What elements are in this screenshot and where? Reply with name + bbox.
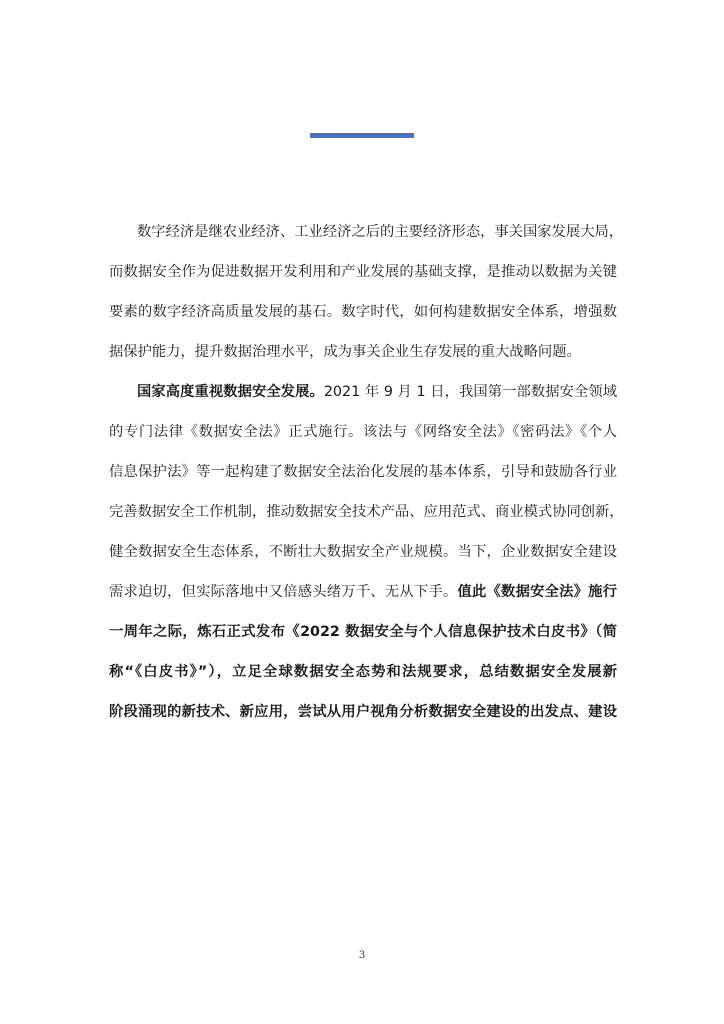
text-segment: 而数据安全作为促进数据开发利用和产业发展的基础支撑，是推动以数据为关键 bbox=[109, 264, 617, 280]
text-line bbox=[109, 300, 617, 324]
text-segment: 要素的数字经济高质量发展的基石。数字时代，如何构建数据安全体系，增强数 bbox=[109, 304, 617, 320]
bold-text-segment: 称“《白皮书》”），立足全球数据安全态势和法规要求，总结数据安全发展新 bbox=[109, 664, 617, 680]
text-segment: 信息保护法》等一起构建了数据安全法治化发展的基本体系，引导和鼓励各行业 bbox=[109, 464, 617, 480]
text-line bbox=[109, 700, 617, 724]
text-line bbox=[109, 340, 617, 364]
text-segment: 完善数据安全工作机制，推动数据安全技术产品、应用范式、商业模式协同创新， bbox=[109, 504, 624, 520]
text-segment: 健全数据安全生态体系，不断壮大数据安全产业规模。当下，企业数据安全建设 bbox=[109, 544, 617, 560]
text-line bbox=[109, 580, 617, 604]
text-segment: 据保护能力，提升数据治理水平，成为事关企业生存发展的重大战略问题。 bbox=[109, 344, 581, 360]
text-line bbox=[109, 620, 617, 644]
page-number: 3 bbox=[358, 950, 366, 961]
text-line bbox=[137, 380, 617, 404]
bold-text-segment: 阶段涌现的新技术、新应用，尝试从用户视角分析数据安全建设的出发点、建设 bbox=[109, 704, 617, 720]
text-line bbox=[109, 460, 617, 484]
text-line bbox=[109, 500, 624, 524]
text-segment: 的专门法律《数据安全法》正式施行。该法与《网络安全法》《密码法》《个人 bbox=[109, 424, 617, 440]
bold-text-segment: 值此《数据安全法》施行 bbox=[457, 584, 618, 600]
text-line bbox=[109, 660, 617, 684]
text-segment: 数字经济是继农业经济、工业经济之后的主要经济形态，事关国家发展大局， bbox=[137, 224, 624, 240]
text-line bbox=[109, 540, 617, 564]
text-line bbox=[109, 420, 617, 444]
text-segment: 需求迫切，但实际落地中又倍感头绪万千、无从下手。 bbox=[109, 584, 458, 600]
text-line bbox=[137, 220, 624, 244]
text-segment: 2021 年 9 月 1 日，我国第一部数据安全领域 bbox=[323, 384, 617, 400]
bold-text-segment: 国家高度重视数据安全发展。 bbox=[137, 384, 324, 400]
text-line bbox=[109, 260, 617, 284]
bold-text-segment: 一周年之际，炼石正式发布《2022 数据安全与个人信息保护技术白皮书》（简 bbox=[109, 624, 617, 640]
title-accent-bar bbox=[310, 133, 414, 138]
